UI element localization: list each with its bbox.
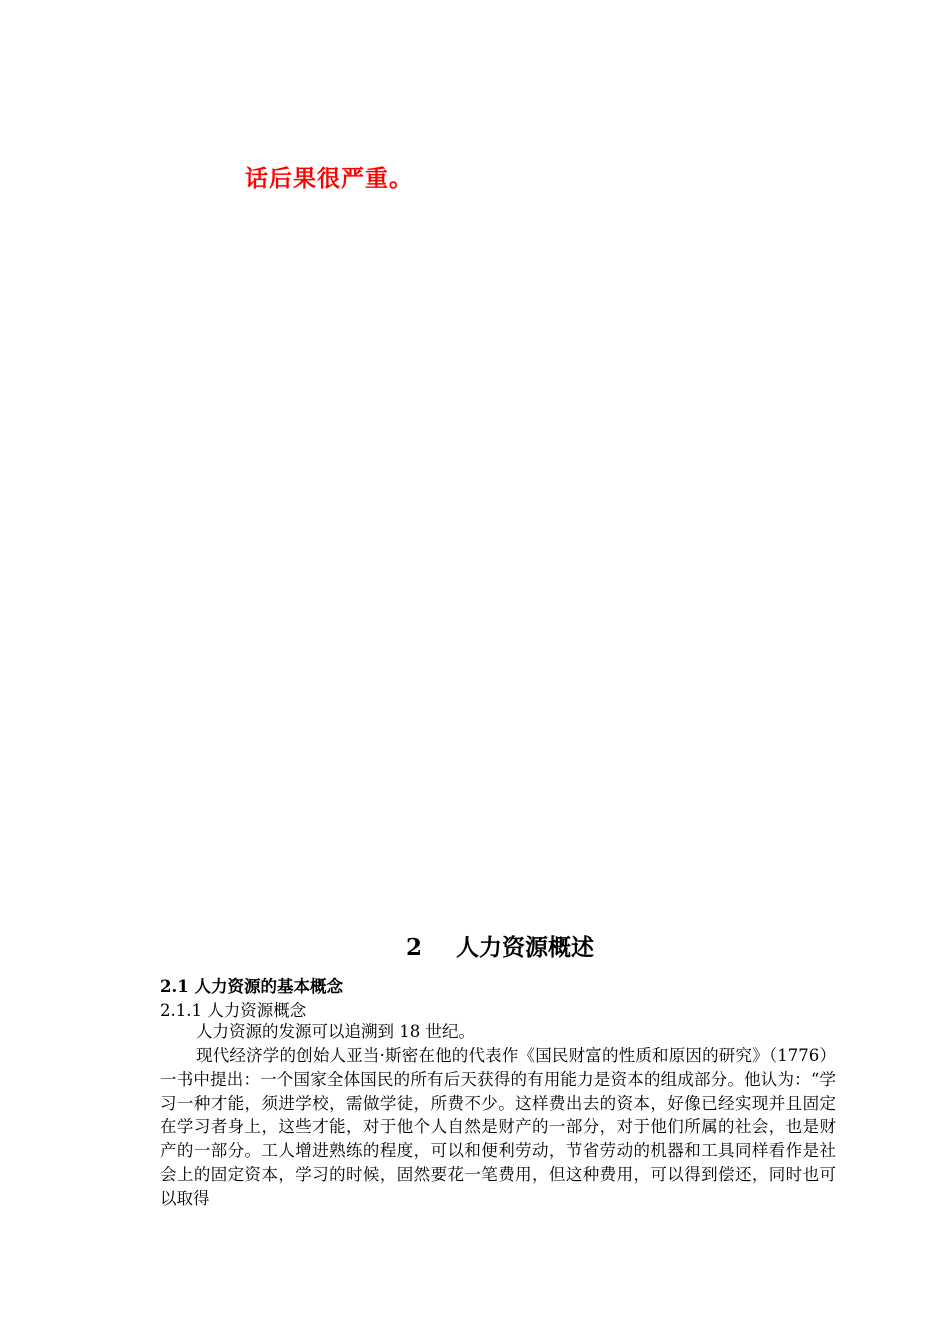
red-warning-text: 话后果很严重。 <box>245 166 413 192</box>
subsection-heading: 2.1.1 人力资源概念 <box>160 1001 307 1020</box>
section-heading: 2.1 人力资源的基本概念 <box>160 977 343 996</box>
chapter-title: 人力资源概述 <box>456 934 594 961</box>
body-paragraph: 现代经济学的创始人亚当·斯密在他的代表作《国民财富的性质和原因的研究》（1776）一书中提出：一个国家全体国民的所有后天获得的有用能力是资本的组成部分。他认为：“学习一种才能，须进学校，需做学徒，所费不少。这样费出去的资本，好像已经实现并且固定在学习者身上，这些才能，对于他个人自然是财产的一部分，对于他们所属的社会，也是财产的一部分。工人增进熟练的程度，可以和便利劳动，节省劳动的机器和工具同样看作是社会上的固定资本，学习的时候，固然要花一笔费用，但这种费用，可以得到偿还，同时也可以取得 <box>160 1046 836 1208</box>
chapter-number: 2 <box>405 934 422 961</box>
body-paragraph: 人力资源的发源可以追溯到 18 世纪。 <box>196 1022 475 1041</box>
chapter-heading <box>160 929 840 962</box>
